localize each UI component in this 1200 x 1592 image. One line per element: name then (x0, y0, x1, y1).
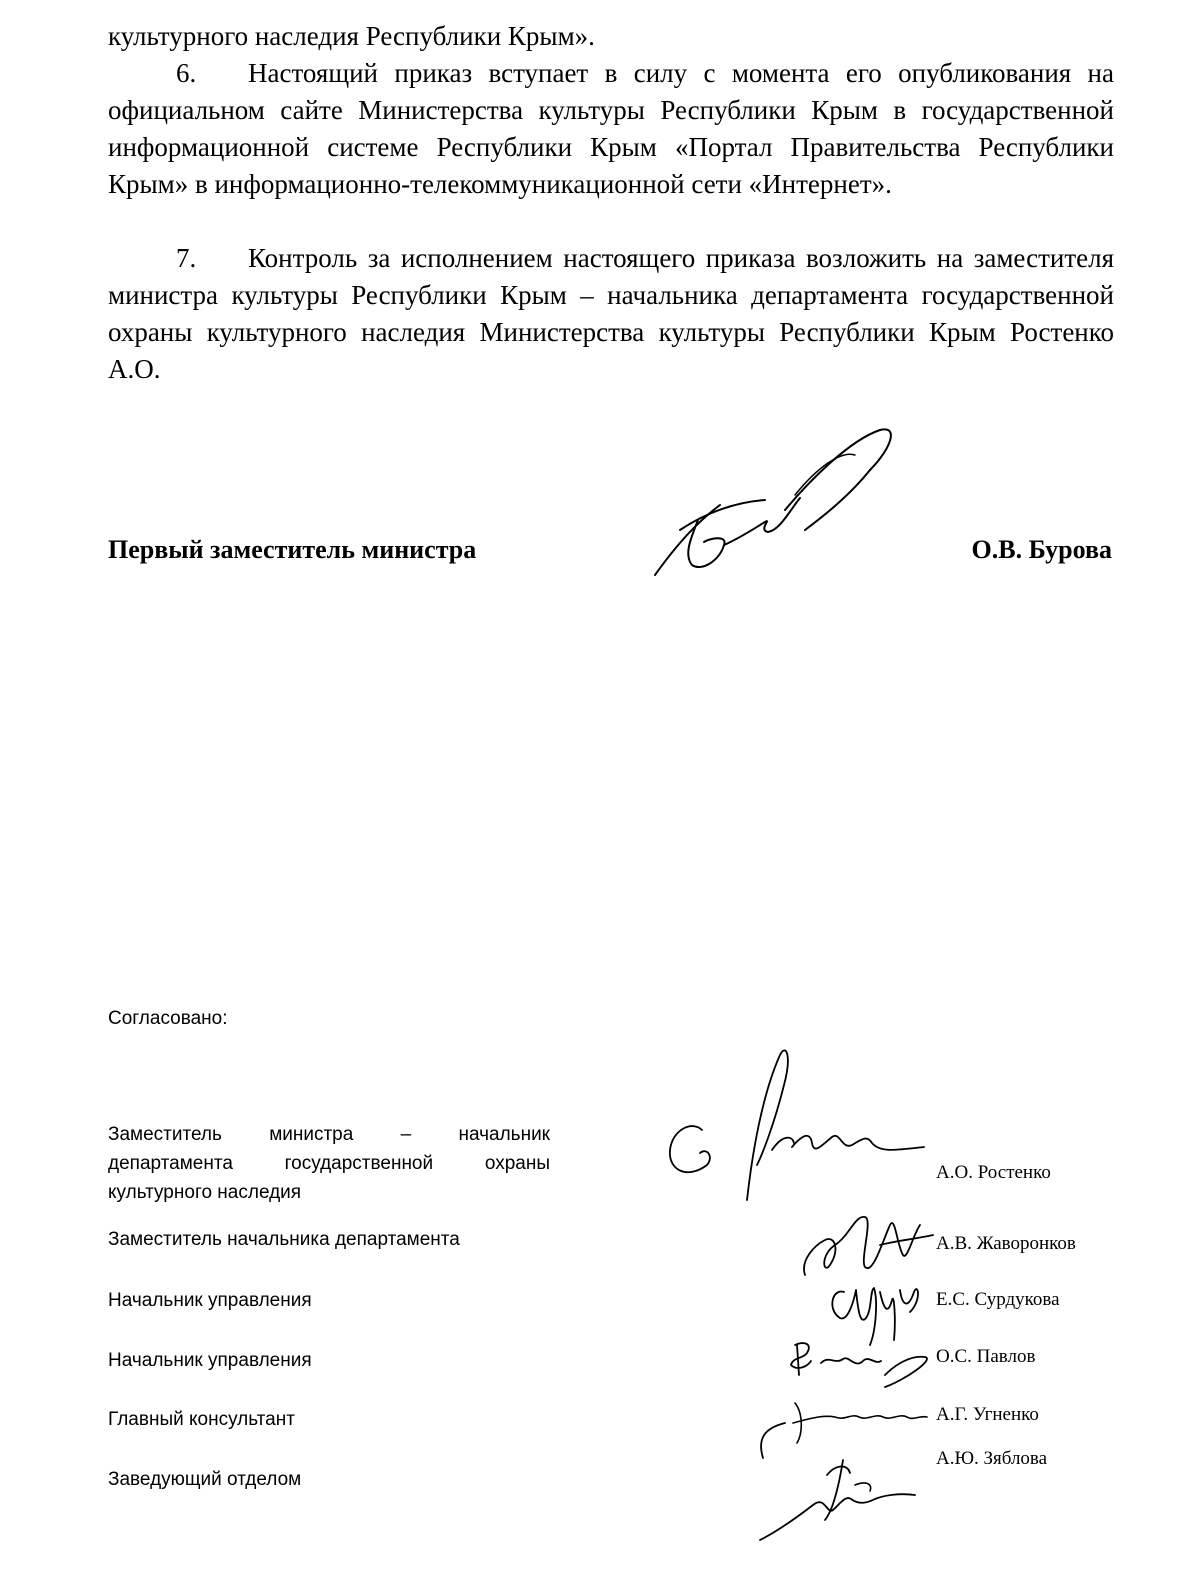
approval-name-2: А.В. Жаворонков (936, 1233, 1076, 1254)
handwritten-signature-approval-4 (785, 1335, 935, 1390)
item-text: Контроль за исполнением настоящего приказа возложить на заместителя министра культуры Республики Крым – начальника департамента государственной охраны культурного наследия Министерства культуры Республики Крым Ростенко А.О. (108, 243, 1114, 384)
approval-heading: Согласовано: (108, 1008, 228, 1029)
item-text: Настоящий приказ вступает в силу с момента его опубликования на официальном сайте Министерства культуры Республики Крым в государственной информационной системе Республики Крым «Портал Правительства Республики Крым» в информационно-телекоммуникационной сети «Интернет». (108, 58, 1114, 199)
approval-position-5: Главный консультант (108, 1409, 295, 1430)
signer-position: Первый заместитель министра (108, 535, 477, 564)
carry-over-text: культурного наследия Республики Крым». (108, 21, 595, 51)
position-line: культурного наследия (108, 1182, 302, 1203)
handwritten-signature-main (640, 410, 910, 590)
signer-name: О.В. Бурова (971, 535, 1112, 564)
approval-name-3: Е.С. Сурдукова (936, 1289, 1060, 1310)
approval-name-1: А.О. Ростенко (936, 1162, 1051, 1183)
carry-over-line (108, 18, 1114, 55)
position-line: Заместитель министра – начальник (108, 1124, 550, 1145)
handwritten-signature-approval-1 (662, 1035, 937, 1210)
approval-position-3: Начальник управления (108, 1290, 312, 1311)
approval-name-5: А.Г. Угненко (936, 1404, 1039, 1425)
handwritten-signature-approval-6 (755, 1455, 940, 1545)
item-number: 6. (176, 58, 197, 88)
position-line: департамента государственной охраны (108, 1153, 550, 1174)
approval-position-4: Начальник управления (108, 1350, 312, 1371)
item-number: 7. (176, 243, 197, 273)
approval-name-6: А.Ю. Зяблова (936, 1448, 1048, 1469)
approval-name-4: О.С. Павлов (936, 1346, 1036, 1367)
approval-position-6: Заведующий отделом (108, 1469, 302, 1490)
order-item-6 (108, 55, 1114, 203)
order-item-7 (108, 240, 1114, 388)
handwritten-signature-approval-5 (755, 1393, 935, 1463)
approval-position-2: Заместитель начальника департамента (108, 1229, 460, 1250)
approval-position-1 (108, 1120, 550, 1207)
